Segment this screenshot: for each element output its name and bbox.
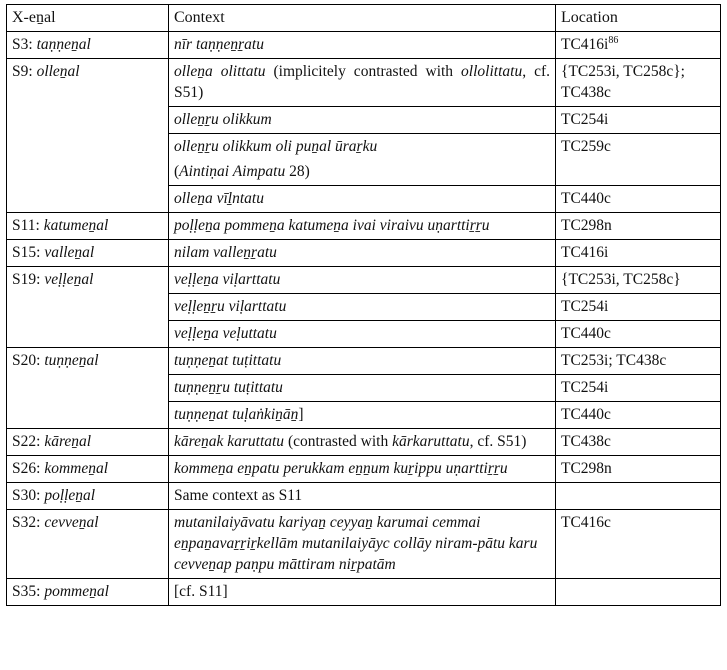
context-cell: tuṇṇeṉat tuṭittatu xyxy=(169,348,556,375)
context-cell: kommeṉa eṉpatu perukkam eṉṉum kuṟippu uṇarttiṟṟu xyxy=(169,456,556,483)
context-cell: kāreṉak karuttatu (contrasted with kārkaruttatu, cf. S51) xyxy=(169,429,556,456)
entry-cell: S20: tuṇṇeṉal xyxy=(7,348,169,429)
entry-cell: S19: veḷḷeṉal xyxy=(7,267,169,348)
location-cell: TC298n xyxy=(556,213,721,240)
entry-cell: S11: katumeṉal xyxy=(7,213,169,240)
context-cell: olleṉṟu olikkum xyxy=(169,107,556,134)
context-cell: [cf. S11] xyxy=(169,579,556,606)
table-row xyxy=(7,483,721,510)
location-cell: TC254i xyxy=(556,107,721,134)
location-cell: {TC253i, TC258c}; TC438c xyxy=(556,59,721,107)
context-cell: veḷḷeṉa viḷarttatu xyxy=(169,267,556,294)
col-header-context: Context xyxy=(169,5,556,32)
location-cell: TC253i; TC438c xyxy=(556,348,721,375)
location-cell: TC416c xyxy=(556,510,721,579)
context-cell: poḷḷeṉa pommeṉa katumeṉa ivai viraivu uṇarttiṟṟu xyxy=(169,213,556,240)
table-row xyxy=(7,267,721,294)
table-row xyxy=(7,59,721,107)
context-cell: Same context as S11 xyxy=(169,483,556,510)
location-cell xyxy=(556,579,721,606)
context-cell: tuṇṇeṉat tuḷaṅkiṉāṉ] xyxy=(169,402,556,429)
entry-cell: S35: pommeṉal xyxy=(7,579,169,606)
table-row xyxy=(7,348,721,375)
context-cell: olleṉṟu olikkum oli puṉal ūraṟku (Aintiṇai Aimpatu 28) xyxy=(169,134,556,186)
context-cell: nīr taṇṇeṉṟatu xyxy=(169,32,556,59)
header-row xyxy=(7,5,721,32)
table-row xyxy=(7,456,721,483)
entry-cell: S9: olleṉal xyxy=(7,59,169,213)
table-row xyxy=(7,429,721,456)
col-header-x-enal: X-eṉal xyxy=(7,5,169,32)
context-cell: tuṇṇeṉṟu tuṭittatu xyxy=(169,375,556,402)
context-cell: olleṉa vīḻntatu xyxy=(169,186,556,213)
location-cell xyxy=(556,483,721,510)
location-cell: TC254i xyxy=(556,294,721,321)
location-cell: TC440c xyxy=(556,402,721,429)
context-cell: nilam valleṉṟatu xyxy=(169,240,556,267)
entry-cell: S15: valleṉal xyxy=(7,240,169,267)
location-cell: TC259c xyxy=(556,134,721,186)
entry-cell: S22: kāreṉal xyxy=(7,429,169,456)
location-cell: TC438c xyxy=(556,429,721,456)
entry-cell: S32: cevveṉal xyxy=(7,510,169,579)
location-cell: {TC253i, TC258c} xyxy=(556,267,721,294)
location-cell: TC440c xyxy=(556,321,721,348)
table-row xyxy=(7,579,721,606)
location-cell: TC254i xyxy=(556,375,721,402)
context-cell: olleṉa olittatu (implicitely contrasted with ollolittatu, cf. S51) xyxy=(169,59,556,107)
footnote-marker: 86 xyxy=(608,34,619,46)
entry-cell: S26: kommeṉal xyxy=(7,456,169,483)
context-cell: veḷḷeṉṟu viḷarttatu xyxy=(169,294,556,321)
table-row xyxy=(7,240,721,267)
references-table xyxy=(6,4,721,606)
table-row xyxy=(7,213,721,240)
location-cell: $TC416i^{86}$ xyxy=(556,32,721,59)
context-cell: veḷḷeṉa veḷuttatu xyxy=(169,321,556,348)
col-header-location: Location xyxy=(556,5,721,32)
entry-cell: S30: poḷḷeṉal xyxy=(7,483,169,510)
location-cell: TC440c xyxy=(556,186,721,213)
context-cell: mutanilaiyāvatu kariyaṉ ceyyaṉ karumai cemmai eṉpaṉavaṟṟiṟkellām mutanilaiyāyc collāy niram-pātu karu cevveṉap paṇpu māttiram niṟpatām xyxy=(169,510,556,579)
table-row xyxy=(7,32,721,59)
location-cell: TC416i xyxy=(556,240,721,267)
table-row xyxy=(7,510,721,579)
entry-cell: S3: taṇṇeṉal xyxy=(7,32,169,59)
location-cell: TC298n xyxy=(556,456,721,483)
